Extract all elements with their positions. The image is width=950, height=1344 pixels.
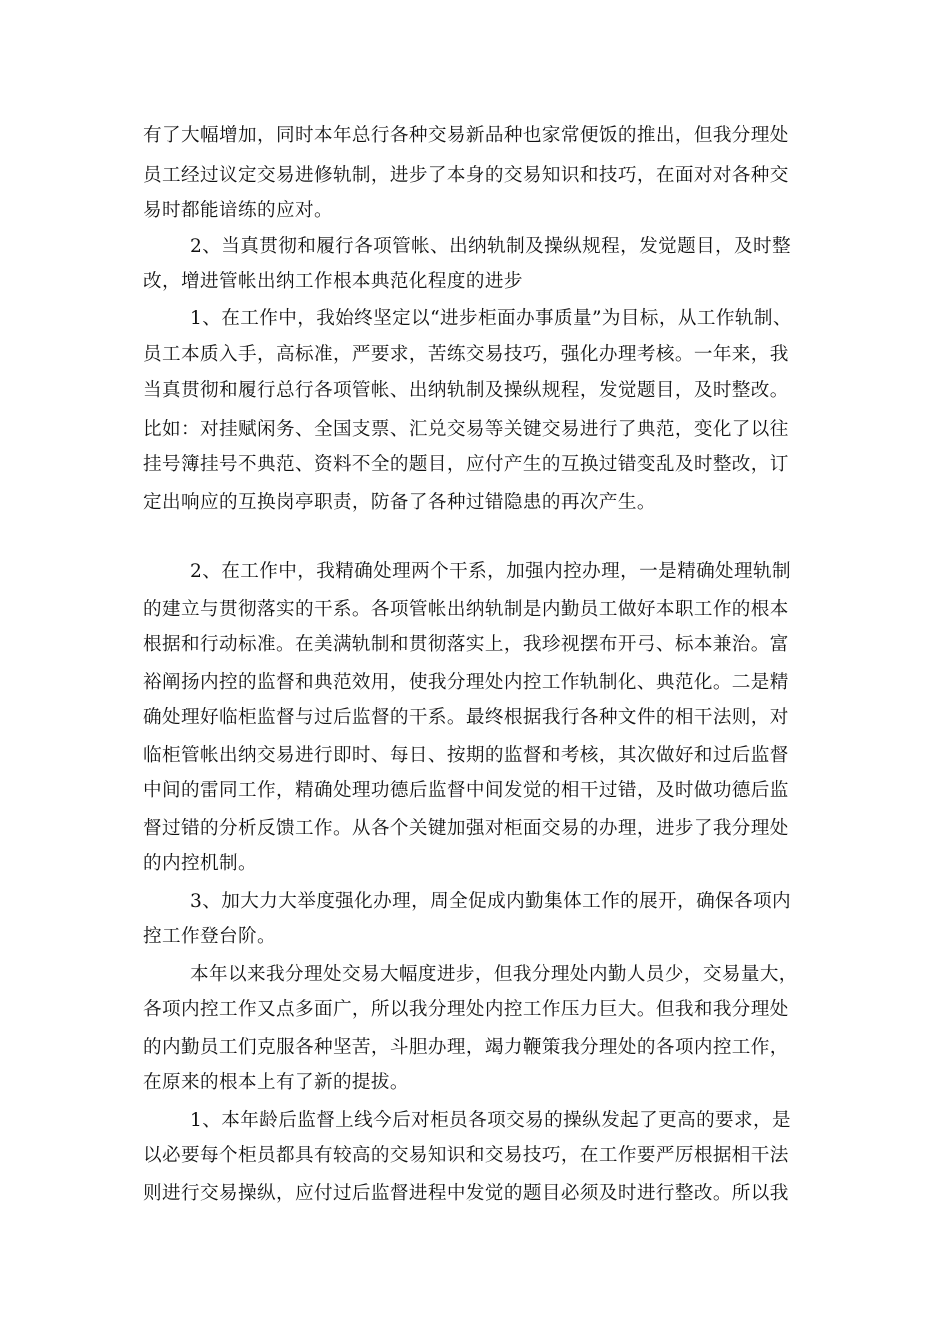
- text-line: 1、在工作中，我始终坚定以“进步柜面办事质量”为目标，从工作轨制、: [190, 308, 792, 329]
- text-line: 比如：对挂赋闲务、全国支票、汇兑交易等关键交易进行了典范，变化了以往: [143, 419, 789, 440]
- text-line: 挂号簿挂号不典范、资料不全的题目，应付产生的互换过错变乱及时整改，订: [143, 454, 789, 475]
- text-line: 2、在工作中，我精确处理两个干系，加强内控办理，一是精确处理轨制: [190, 561, 792, 582]
- text-line: 以必要每个柜员都具有较高的交易知识和交易技巧，在工作要严厉根据相干法: [143, 1145, 789, 1166]
- text-line: 裕阐扬内控的监督和典范效用，使我分理处内控工作轨制化、典范化。二是精: [143, 672, 789, 693]
- text-line: 员工本质入手，高标准，严要求，苦练交易技巧，强化办理考核。一年来，我: [143, 344, 789, 365]
- text-line: 根据和行动标准。在美满轨制和贯彻落实上，我珍视摆布开弓、标本兼治。富: [143, 634, 789, 655]
- text-line: 的建立与贯彻落实的干系。各项管帐出纳轨制是内勤员工做好本职工作的根本: [143, 599, 789, 620]
- text-line: 本年以来我分理处交易大幅度进步，但我分理处内勤人员少，交易量大，: [190, 964, 798, 985]
- text-line: 控工作登台阶。: [143, 926, 276, 947]
- text-line: 有了大幅增加，同时本年总行各种交易新品种也家常便饭的推出，但我分理处: [143, 125, 789, 146]
- text-line: 定出响应的互换岗亭职责，防备了各种过错隐患的再次产生。: [143, 492, 656, 513]
- text-line: 易时都能谙练的应对。: [143, 200, 333, 221]
- text-line: 1、本年龄后监督上线今后对柜员各项交易的操纵发起了更高的要求，是: [190, 1110, 792, 1131]
- text-line: 各项内控工作又点多面广，所以我分理处内控工作压力巨大。但我和我分理处: [143, 999, 789, 1020]
- text-line: 的内勤员工们克服各种坚苦，斗胆办理，竭力鞭策我分理处的各项内控工作，: [143, 1037, 789, 1058]
- text-line: 改，增进管帐出纳工作根本典范化程度的进步: [143, 271, 523, 292]
- text-line: 3、加大力大举度强化办理，周全促成内勤集体工作的展开，确保各项内: [190, 891, 792, 912]
- text-line: 确处理好临柜监督与过后监督的干系。最终根据我行各种文件的相干法则，对: [143, 707, 789, 728]
- text-line: 2、当真贯彻和履行各项管帐、出纳轨制及操纵规程，发觉题目，及时整: [190, 236, 792, 257]
- text-line: 临柜管帐出纳交易进行即时、每日、按期的监督和考核，其次做好和过后监督: [143, 745, 789, 766]
- text-line: 员工经过议定交易进修轨制，进步了本身的交易知识和技巧，在面对对各种交: [143, 165, 789, 186]
- text-line: 督过错的分析反馈工作。从各个关键加强对柜面交易的办理，进步了我分理处: [143, 818, 789, 839]
- text-line: 中间的雷同工作，精确处理功德后监督中间发觉的相干过错，及时做功德后监: [143, 780, 789, 801]
- text-line: 在原来的根本上有了新的提拔。: [143, 1072, 409, 1093]
- text-line: 则进行交易操纵，应付过后监督进程中发觉的题目必须及时进行整改。所以我: [143, 1183, 789, 1204]
- text-line: 的内控机制。: [143, 853, 257, 874]
- text-line: 当真贯彻和履行总行各项管帐、出纳轨制及操纵规程，发觉题目，及时整改。: [143, 380, 789, 401]
